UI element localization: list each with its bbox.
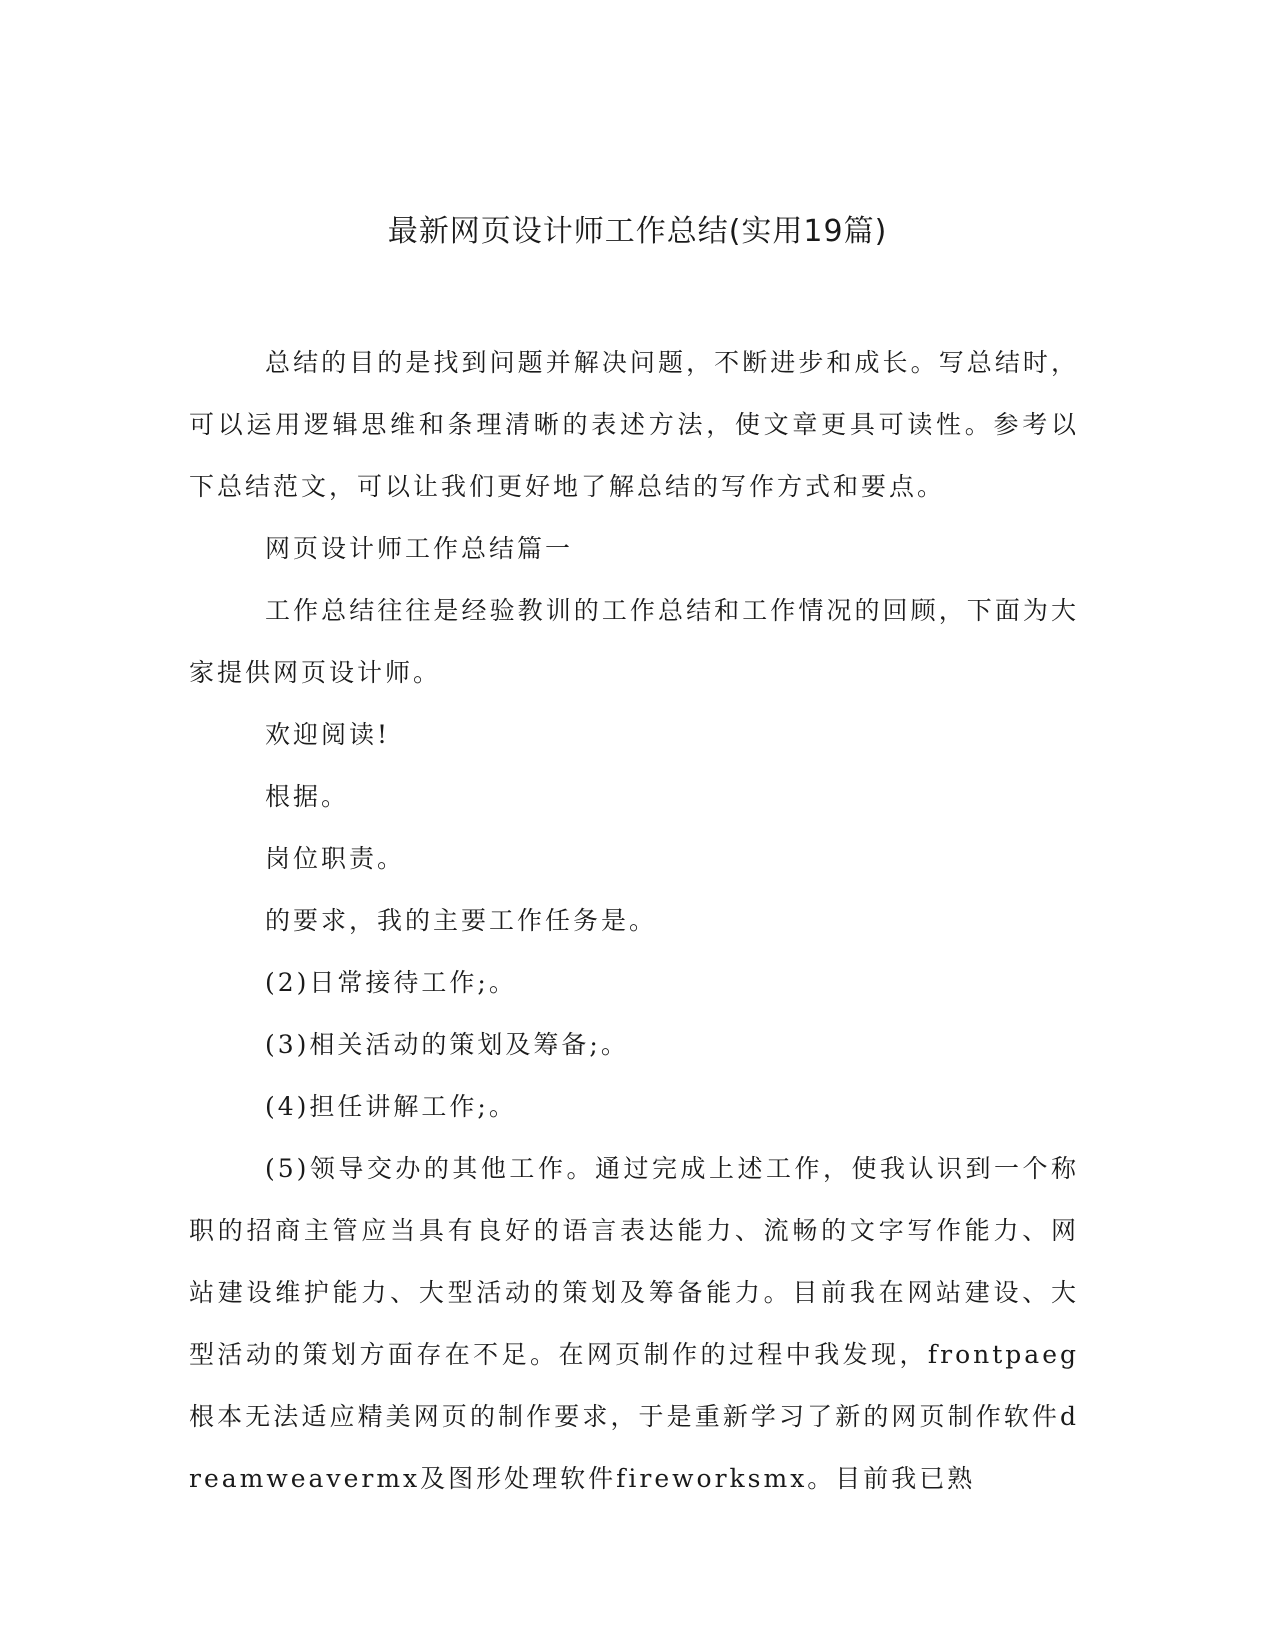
paragraph: 工作总结往往是经验教训的工作总结和工作情况的回顾，下面为大家提供网页设计师。 bbox=[189, 596, 1079, 687]
list-item: (5)领导交办的其他工作。通过完成上述工作，使我认识到一个称职的招商主管应当具有良好的语言表达能力、流畅的文字写作能力、网站建设维护能力、大型活动的策划及筹备能力。目前我在网站建设、大型活动的策划方面存在不足。在网页制作的过程中我发现，frontpaeg根本无法适应精美网页的制作要求，于是重新学习了新的网页制作软件dreamweavermx及图形处理软件fireworksmx。目前我已熟 bbox=[189, 1154, 1079, 1493]
document-title: 最新网页设计师工作总结(实用19篇) bbox=[387, 214, 888, 249]
list-item: (2)日常接待工作;。 bbox=[265, 968, 517, 997]
paragraph: 欢迎阅读! bbox=[265, 720, 391, 749]
list-item: (3)相关活动的策划及筹备;。 bbox=[265, 1030, 629, 1059]
paragraph: 的要求，我的主要工作任务是。 bbox=[265, 906, 658, 935]
paragraph: 根据。 bbox=[265, 782, 350, 811]
document-body bbox=[189, 332, 1079, 1510]
paragraph-intro: 总结的目的是找到问题并解决问题，不断进步和成长。写总结时，可以运用逻辑思维和条理清晰的表述方法，使文章更具可读性。参考以下总结范文，可以让我们更好地了解总结的写作方式和要点。 bbox=[189, 348, 1079, 501]
paragraph-section-heading: 网页设计师工作总结篇一 bbox=[265, 534, 574, 563]
paragraph: 岗位职责。 bbox=[265, 844, 406, 873]
list-item: (4)担任讲解工作;。 bbox=[265, 1092, 517, 1121]
